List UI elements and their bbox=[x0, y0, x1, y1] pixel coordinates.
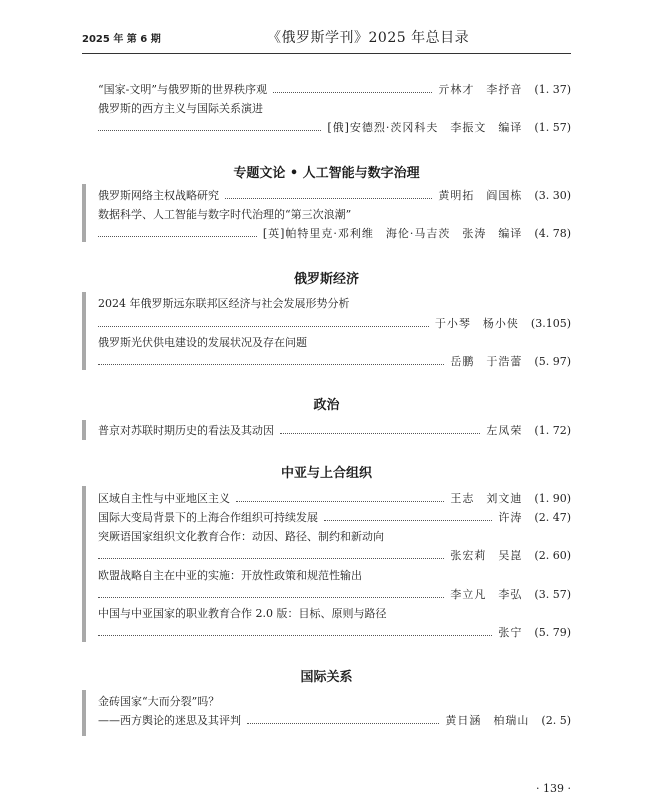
section-ai-digital-governance bbox=[82, 158, 571, 248]
section-bar bbox=[82, 420, 86, 440]
journal-title: 《俄罗斯学刊》2025 年总目录 bbox=[267, 30, 470, 46]
leader-dots bbox=[98, 635, 492, 636]
section-heading: 国际关系 bbox=[300, 670, 353, 685]
section-bar bbox=[82, 184, 86, 242]
toc-entry-title-line[interactable] bbox=[98, 333, 571, 351]
section-bar bbox=[82, 486, 86, 642]
section-central-asia-sco bbox=[82, 460, 571, 646]
section-russian-economy bbox=[82, 264, 571, 374]
toc-entry-author-line bbox=[98, 623, 571, 641]
toc-entry-author-line bbox=[98, 546, 571, 564]
entry-title: 欧盟战略自主在中亚的实施：开放性政策和规范性输出 bbox=[98, 569, 362, 582]
page-number: · 139 · bbox=[536, 782, 571, 795]
leader-dots bbox=[98, 597, 444, 598]
leader-dots bbox=[98, 236, 257, 237]
leader-dots bbox=[98, 130, 321, 131]
toc-entry[interactable] bbox=[98, 508, 571, 526]
toc-entry-author-line bbox=[98, 585, 571, 603]
toc-entry-title-line[interactable] bbox=[98, 692, 571, 710]
entry-title: 突厥语国家组织文化教育合作：动因、路径、制约和新动向 bbox=[98, 530, 384, 543]
entry-title: 2024 年俄罗斯远东联邦区经济与社会发展形势分析 bbox=[98, 297, 350, 310]
entry-title: 俄罗斯网络主权战略研究 bbox=[98, 189, 219, 202]
toc-entry-author-line bbox=[98, 352, 571, 370]
entry-page: (3. 57) bbox=[534, 587, 571, 601]
leader-dots bbox=[98, 558, 444, 559]
toc-entry-title-line[interactable] bbox=[98, 604, 571, 622]
section-heading: 政治 bbox=[313, 398, 340, 413]
entry-page: (3.105) bbox=[530, 316, 571, 330]
toc-entry-author-line bbox=[98, 224, 571, 242]
entry-authors: 李立凡 李弘 bbox=[450, 588, 523, 601]
toc-entry[interactable] bbox=[98, 186, 571, 204]
section-bar bbox=[82, 292, 86, 370]
toc-entry-title-line[interactable] bbox=[98, 294, 571, 312]
entry-title: 区域自主性与中亚地区主义 bbox=[98, 492, 230, 505]
entry-title: 普京对苏联时期历史的看法及其动因 bbox=[98, 424, 274, 437]
section-heading: 中亚与上合组织 bbox=[280, 466, 372, 481]
entry-title: 国际大变局背景下的上海合作组织可持续发展 bbox=[98, 511, 318, 524]
toc-entry-subtitle-line bbox=[98, 711, 571, 729]
toc-entry[interactable] bbox=[98, 421, 571, 439]
toc-entry-title-line[interactable] bbox=[98, 566, 571, 584]
entry-page: (2. 5) bbox=[541, 713, 571, 727]
section-politics bbox=[82, 392, 571, 444]
issue-label: 2025 年 第 6 期 bbox=[82, 34, 161, 45]
entry-title: 金砖国家“大而分裂”吗？ bbox=[98, 695, 220, 708]
entry-page: (1. 57) bbox=[534, 120, 571, 134]
entry-page: (3. 30) bbox=[534, 188, 571, 202]
toc-entry-author-line bbox=[98, 118, 571, 136]
entry-page: (5. 79) bbox=[534, 625, 571, 639]
leader-dots bbox=[236, 501, 444, 502]
section-bar bbox=[82, 690, 86, 736]
entry-page: (2. 60) bbox=[534, 548, 571, 562]
entry-title: 中国与中亚国家的职业教育合作 2.0 版：目标、原则与路径 bbox=[98, 607, 387, 620]
entry-page: (1. 37) bbox=[534, 82, 571, 96]
leader-dots bbox=[98, 364, 444, 365]
entry-title: 数据科学、人工智能与数字时代治理的“第三次浪潮” bbox=[98, 208, 352, 221]
section-continued bbox=[82, 78, 571, 138]
leader-dots bbox=[98, 326, 429, 327]
entry-page: (1. 90) bbox=[534, 491, 571, 505]
entry-page: (2. 47) bbox=[534, 510, 571, 524]
toc-entry[interactable] bbox=[98, 489, 571, 507]
leader-dots bbox=[225, 198, 432, 199]
toc-entry-author-line bbox=[98, 314, 571, 332]
entry-authors: [俄]安德烈·茨冈科夫 李振文 编译 bbox=[327, 121, 523, 134]
leader-dots bbox=[273, 92, 432, 93]
entry-authors: 张宏莉 吴崑 bbox=[450, 549, 523, 562]
entry-title: 俄罗斯光伏供电建设的发展状况及存在问题 bbox=[98, 336, 307, 349]
entry-authors: 张宁 bbox=[498, 626, 523, 639]
toc-entry-title-line[interactable] bbox=[98, 99, 571, 117]
entry-title: 俄罗斯的西方主义与国际关系演进 bbox=[98, 102, 263, 115]
toc-entry[interactable] bbox=[98, 80, 571, 98]
leader-dots bbox=[247, 723, 439, 724]
toc-entry-title-line[interactable] bbox=[98, 205, 571, 223]
entry-page: (1. 72) bbox=[534, 423, 571, 437]
entry-page: (5. 97) bbox=[534, 354, 571, 368]
section-heading: 俄罗斯经济 bbox=[293, 272, 359, 287]
leader-dots bbox=[324, 520, 492, 521]
entry-authors: [英]帕特里克·邓利维 海伦·马吉茨 张涛 编译 bbox=[262, 227, 523, 240]
running-header bbox=[82, 24, 571, 54]
leader-dots bbox=[280, 433, 480, 434]
entry-title: “国家-文明”与俄罗斯的世界秩序观 bbox=[98, 83, 267, 96]
entry-authors: 亓林才 李抒音 bbox=[438, 83, 523, 96]
entry-authors: 王志 刘文迪 bbox=[450, 492, 523, 505]
entry-subtitle: ——西方舆论的迷思及其评判 bbox=[98, 714, 241, 727]
entry-authors: 岳鹏 于浩蕾 bbox=[450, 355, 523, 368]
entry-page: (4. 78) bbox=[534, 226, 571, 240]
entry-authors: 许涛 bbox=[498, 511, 523, 524]
entry-authors: 于小琴 杨小侠 bbox=[434, 317, 519, 330]
toc-entry-title-line[interactable] bbox=[98, 527, 571, 545]
section-heading: 专题文论 • 人工智能与数字治理 bbox=[233, 166, 420, 181]
section-international-relations bbox=[82, 664, 571, 740]
entry-authors: 左凤荣 bbox=[486, 424, 523, 437]
entry-authors: 黄明拓 阎国栋 bbox=[438, 189, 523, 202]
entry-authors: 黄日涵 柏瑞山 bbox=[445, 714, 530, 727]
